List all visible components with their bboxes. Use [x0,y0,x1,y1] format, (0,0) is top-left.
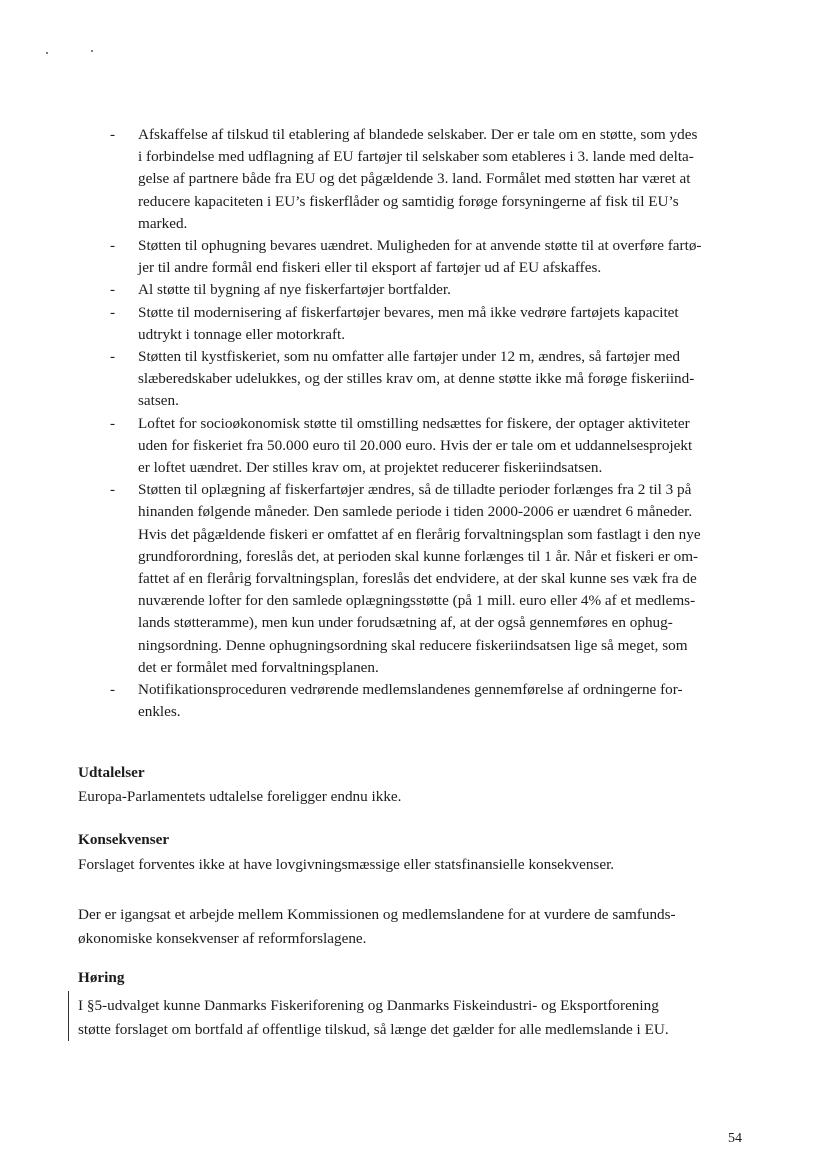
text-line: enkles. [138,703,181,721]
bullet-text [138,124,697,235]
bullet-marker: - [110,126,116,143]
bullet-marker: - [110,303,116,321]
text-line: Afskaffelse af tilskud til etablering af blandede selskaber. Der er tale om en støtte, som ydes [138,126,698,143]
text-line: Al støtte til bygning af nye fiskerfartøjer bortfalder. [138,281,451,299]
heading-udtalelser: Udtalelser [78,764,145,781]
text-line: fattet af en flerårig forvaltningsplan, foreslås det endvidere, at der skal kunne ses væk fra de [138,570,697,588]
text-line: grundforordning, foreslås det, at perioden skal kunne forlænges til 1 år. Når et fiskeri er om- [138,547,699,565]
text-line: gelse af partnere både fra EU og det pågældende 3. land. Formålet med støtten har været at [138,170,691,188]
text-line: det er formålet med forvaltningsplanen. [138,658,379,676]
bullet-item [104,413,764,480]
text-line: Støtte til modernisering af fiskerfartøjer bevares, men må ikke vedrøre fartøjets kapacitet [138,303,679,321]
text-line: jer til andre formål end fiskeri eller til eksport af fartøjer ud af EU afskaffes. [138,259,602,277]
bullet-text [138,235,701,279]
heading-konsekvenser: Konsekvenser [78,831,170,848]
bullet-marker: - [110,681,116,699]
bullet-text [138,679,683,723]
text-line: udtrykt i tonnage eller motorkraft. [138,325,346,343]
bullet-item [104,235,764,279]
text-line: Støtten til oplægning af fiskerfartøjer ændres, så de tilladte perioder forlænges fra 2 til 3 på [138,481,692,499]
text-line: I §5-udvalget kunne Danmarks Fiskeriforening og Danmarks Fiskeindustri- og Eksportforening [78,997,659,1014]
bullet-item [104,302,764,346]
bullet-text [138,479,701,679]
bullet-marker: - [110,414,116,432]
text-line: ningsordning. Denne ophugningsordning skal reducere fiskeriindsatsen lige så meget, som [138,636,688,654]
text-line: Hvis det pågældende fiskeri er omfattet af en flerårig forvaltningsplan som fastlagt i den nye [138,525,701,543]
konsekvenser-text [78,853,614,877]
text-line: hinanden følgende måneder. Den samlede periode i tiden 2000-2006 er uændret 6 måneder. [138,503,693,521]
bullet-text [138,346,694,413]
bullet-item [104,679,764,723]
bullet-item [104,124,764,235]
udtalelser-text [78,785,401,809]
text-line: Støtten til ophugning bevares uændret. Muligheden for at anvende støtte til at overføre fartø- [138,237,702,255]
margin-change-bar [68,991,69,1041]
text-line: Forslaget forventes ikke at have lovgivningsmæssige eller statsfinansielle konsekvenser. [78,856,615,873]
text-line: nuværende lofter for den samlede oplægningsstøtte (på 1 mill. euro eller 4% af et medlems- [138,592,696,610]
text-line: uden for fiskeriet fra 50.000 euro til 20.000 euro. Hvis der er tale om et uddannelsesprojekt [138,436,693,454]
text-line: i forbindelse med udflagning af EU fartøjer til selskaber som etableres i 3. lande med delta- [138,148,694,166]
bullet-item [104,479,764,679]
bullet-item [104,346,764,413]
text-line: slæberedskaber udelukkes, og der stilles krav om, at denne støtte ikke må forøge fiskeriind- [138,370,695,388]
text-line: Notifikationsproceduren vedrørende medlemslandenes gennemførelse af ordningerne for- [138,681,683,699]
bullet-text [138,413,692,480]
bullet-marker: - [110,281,116,299]
text-line: satsen. [138,392,179,410]
text-line: Der er igangsat et arbejde mellem Kommissionen og medlemslandene for at vurdere de samfunds- [78,906,676,923]
text-line: reducere kapaciteten i EU’s fiskerflåder og samtidig forøge forsyningerne af fisk til EU’s [138,192,679,210]
page-number: 54 [728,1131,742,1146]
bullet-item [104,279,764,301]
bullet-text [138,302,679,346]
horing-text [78,994,669,1042]
bullet-marker: - [110,348,116,366]
heading-horing: Høring [78,969,125,986]
konsekvenser-paragraph-2 [78,903,676,951]
bullet-marker: - [110,481,116,499]
text-line: støtte forslaget om bortfald af offentlige tilskud, så længe det gælder for alle medlemslande i EU. [78,1021,669,1038]
scan-speck [46,52,48,54]
scan-speck [91,50,93,52]
text-line: Europa-Parlamentets udtalelse foreligger endnu ikke. [78,788,402,805]
text-line: Støtten til kystfiskeriet, som nu omfatter alle fartøjer under 12 m, ændres, så fartøjer med [138,348,680,366]
text-line: lands støtteramme), men kun under forudsætning af, at der også gennemføres en ophug- [138,614,673,632]
bullet-marker: - [110,237,116,255]
text-line: marked. [138,214,188,232]
bullet-text [138,279,451,301]
bullet-list [104,124,764,723]
text-line: økonomiske konsekvenser af reformforslagene. [78,930,367,947]
text-line: Loftet for socioøkonomisk støtte til omstilling nedsættes for fiskere, der optager aktiviteter [138,414,690,432]
text-line: er loftet uændret. Der stilles krav om, at projektet reducerer fiskeriindsatsen. [138,459,603,477]
